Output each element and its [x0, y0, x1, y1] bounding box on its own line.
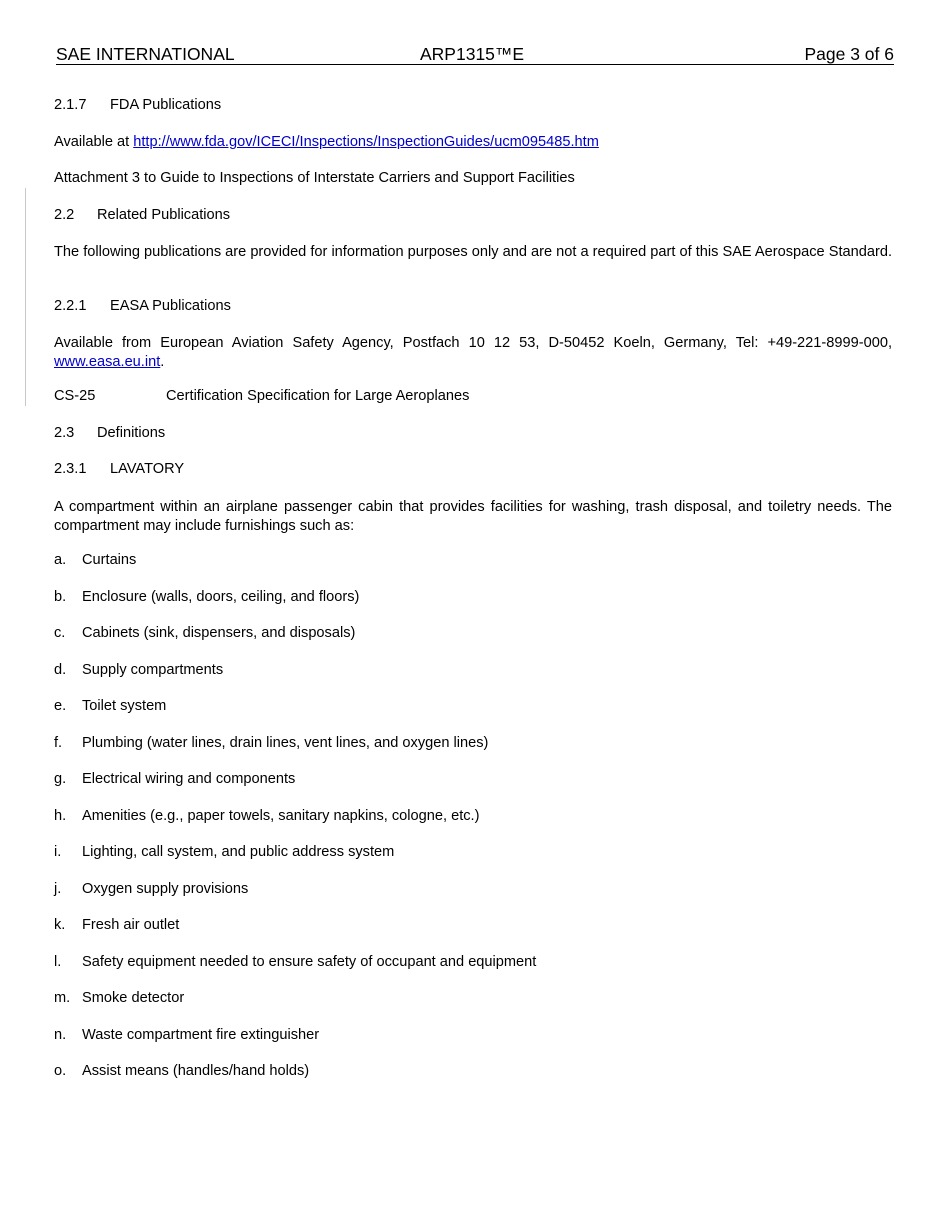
list-item [54, 589, 359, 605]
list-item [54, 881, 248, 897]
list-label: i. [54, 844, 62, 860]
list-item [54, 552, 136, 568]
header-organization: SAE INTERNATIONAL [56, 44, 235, 64]
fda-link[interactable]: http://www.fda.gov/ICECI/Inspections/InspectionGuides/ucm095485.htm [133, 134, 599, 150]
section-title: EASA Publications [110, 298, 231, 314]
list-text: Waste compartment fire extinguisher [82, 1027, 320, 1043]
change-bar [25, 188, 26, 406]
list-item [54, 917, 179, 933]
list-item [54, 698, 166, 714]
section-2-2-1-heading [54, 298, 231, 314]
fda-availability [54, 134, 599, 150]
list-text: Amenities (e.g., paper towels, sanitary napkins, cologne, etc.) [82, 808, 480, 824]
list-text: Oxygen supply provisions [82, 881, 249, 897]
doc-code: CS-25 [54, 388, 96, 404]
list-label: h. [54, 808, 67, 824]
list-item [54, 1063, 309, 1079]
section-title: FDA Publications [110, 97, 222, 113]
header-page-number: Page 3 of 6 [804, 44, 894, 64]
fda-attachment: Attachment 3 to Guide to Inspections of Interstate Carriers and Support Facilities [54, 170, 575, 186]
list-text: Electrical wiring and components [82, 771, 296, 787]
list-item [54, 735, 488, 751]
easa-body: Available from European Aviation Safety Agency, Postfach 10 12 53, D-50452 Koeln, Germany, Tel: +49-221-8999-000, [54, 335, 892, 351]
related-publications-body: The following publications are provided for information purposes only and are not a required part of this SAE Aerospace Standard. [54, 244, 893, 260]
list-label: c. [54, 625, 66, 641]
list-text: Fresh air outlet [82, 917, 180, 933]
list-item [54, 844, 394, 860]
section-title: Related Publications [97, 207, 231, 223]
section-2-3-heading [54, 425, 165, 441]
list-item [54, 771, 295, 787]
list-text: Cabinets (sink, dispensers, and disposals) [82, 625, 356, 641]
list-label: n. [54, 1027, 67, 1043]
list-text: Enclosure (walls, doors, ceiling, and floors) [82, 589, 360, 605]
section-number: 2.2 [54, 207, 75, 223]
list-text: Assist means (handles/hand holds) [82, 1063, 310, 1079]
list-text: Supply compartments [82, 662, 224, 678]
list-label: f. [54, 735, 63, 751]
list-label: k. [54, 917, 66, 933]
list-label: j. [54, 881, 62, 897]
list-label: a. [54, 552, 67, 568]
list-text: Toilet system [82, 698, 167, 714]
section-title: Definitions [97, 425, 166, 441]
section-title: LAVATORY [110, 461, 185, 477]
cs25-reference [54, 388, 469, 404]
list-text: Lighting, call system, and public address system [82, 844, 395, 860]
list-label: e. [54, 698, 67, 714]
list-item [54, 662, 223, 678]
list-item [54, 625, 355, 641]
list-label: l. [54, 954, 62, 970]
list-label: g. [54, 771, 67, 787]
section-number: 2.2.1 [54, 298, 87, 314]
availability-prefix: Available at [54, 134, 134, 150]
easa-suffix: . [160, 353, 165, 370]
easa-link[interactable]: www.easa.eu.int [54, 353, 161, 370]
list-text: Plumbing (water lines, drain lines, vent lines, and oxygen lines) [82, 735, 489, 751]
list-item [54, 990, 184, 1006]
list-item [54, 954, 536, 970]
lavatory-definition: A compartment within an airplane passenger cabin that provides facilities for washing, trash disposal, and toiletry needs. The compartment may include furnishings such as: [54, 499, 892, 534]
section-number: 2.3 [54, 425, 75, 441]
section-2-2-heading [54, 207, 230, 223]
list-text: Smoke detector [82, 990, 185, 1006]
list-item [54, 1027, 319, 1043]
section-2-1-7-heading [54, 97, 221, 113]
header-document-number: ARP1315™E [420, 44, 525, 64]
list-text: Safety equipment needed to ensure safety of occupant and equipment [82, 954, 537, 970]
easa-availability [54, 334, 892, 371]
list-label: b. [54, 589, 67, 605]
section-number: 2.3.1 [54, 461, 87, 477]
list-label: m. [54, 990, 71, 1006]
doc-title: Certification Specification for Large Aeroplanes [166, 388, 470, 404]
list-label: d. [54, 662, 67, 678]
list-label: o. [54, 1063, 67, 1079]
list-text: Curtains [82, 552, 137, 568]
section-number: 2.1.7 [54, 97, 87, 113]
list-item [54, 808, 479, 824]
section-2-3-1-heading [54, 461, 184, 477]
page-header [56, 44, 894, 65]
